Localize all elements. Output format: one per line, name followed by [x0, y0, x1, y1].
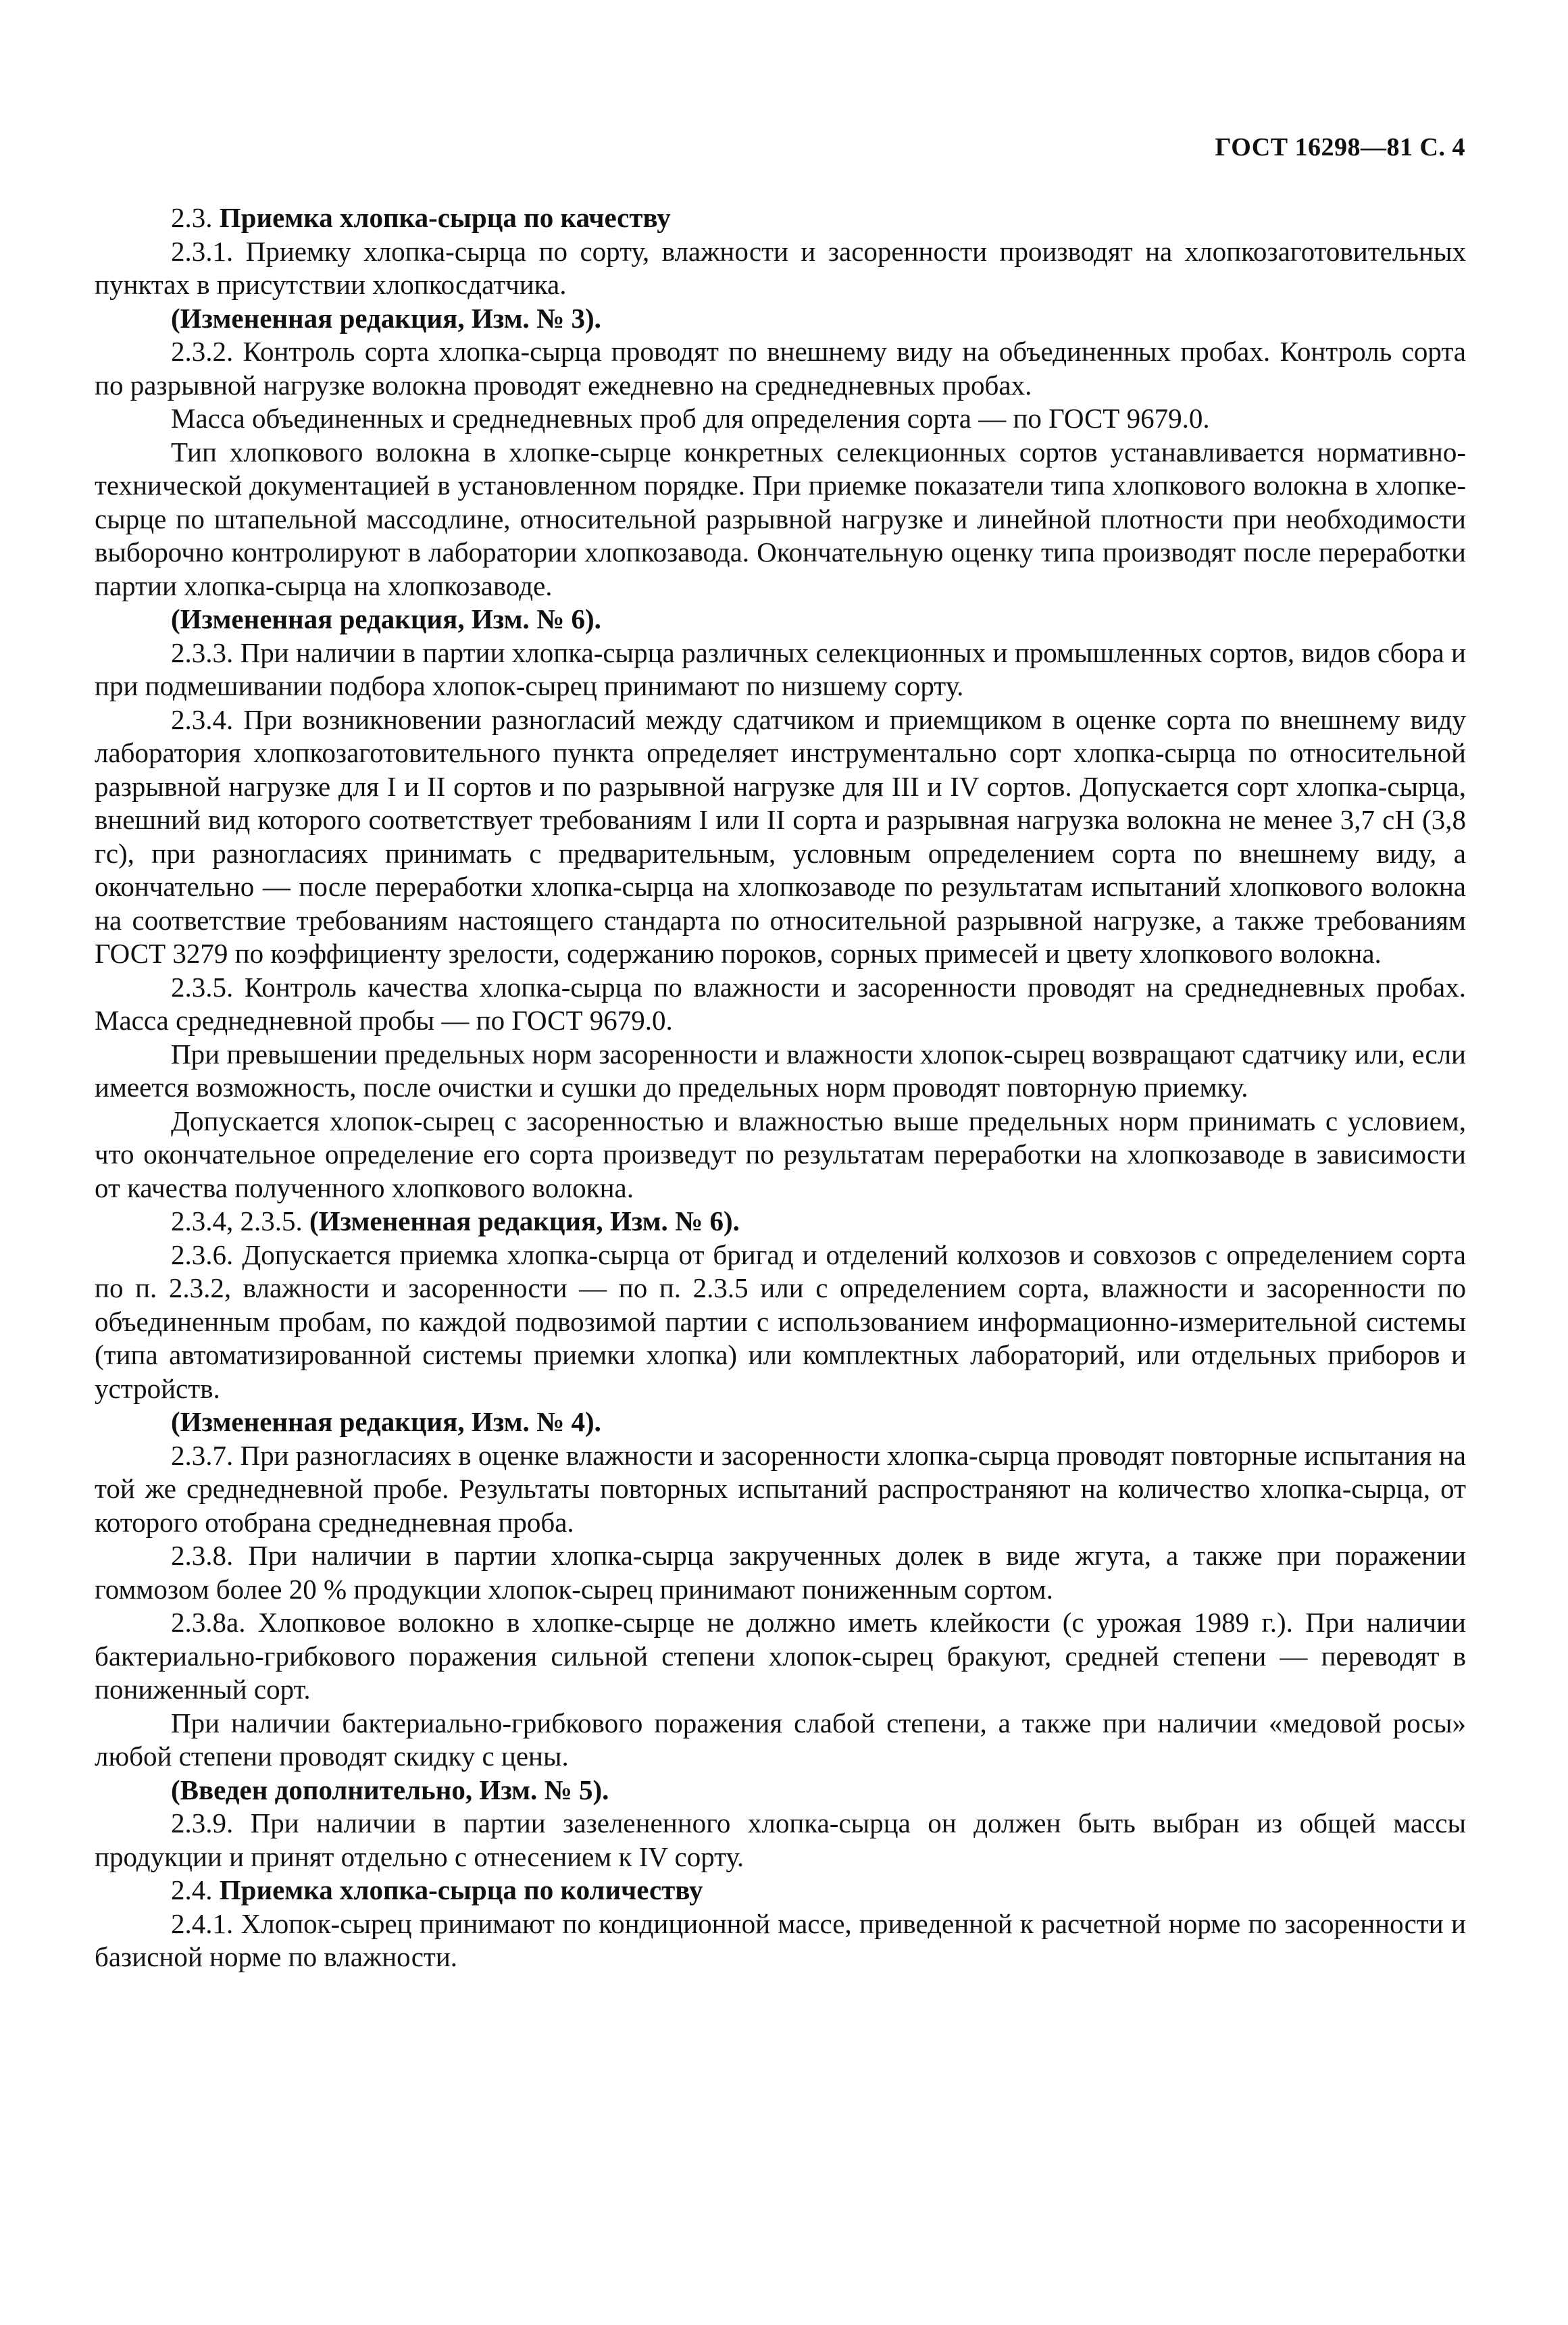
- paragraph: При наличии бактериально-грибкового поражения слабой степени, а также при наличии «медовой росы» любой степени проводят скидку с цены.: [95, 1707, 1466, 1772]
- amendment-note-mixed: 2.3.4, 2.3.5. (Измененная редакция, Изм. № 6).: [171, 1205, 740, 1236]
- paragraph: Масса объединенных и среднедневных проб для определения сорта — по ГОСТ 9679.0.: [171, 403, 1210, 434]
- document-body: [95, 201, 1466, 1974]
- section-heading-2-4: 2.4. Приемка хлопка-сырца по количеству: [171, 1874, 703, 1905]
- paragraph: 2.4.1. Хлопок-сырец принимают по кондиционной массе, приведенной к расчетной норме по засоренности и базисной норме по влажности.: [95, 1907, 1466, 1972]
- paragraph: 2.3.2. Контроль сорта хлопка-сырца проводят по внешнему виду на объединенных пробах. Контроль сорта по разрывной нагрузке волокна проводят ежедневно на среднедневных пробах.: [95, 336, 1466, 401]
- paragraph: Тип хлопкового волокна в хлопке-сырце конкретных селекционных сортов устанавливается нормативно-технической документацией в установленном порядке. При приемке показатели типа хлопкового волокна в хлопке-сырце по штапельной массодлине, относительной разрывной нагрузке и линейной плотности при необходимости выборочно контролируют в лаборатории хлопкозавода. Окончательную оценку типа производят после переработки партии хлопка-сырца на хлопкозаводе.: [95, 436, 1466, 601]
- page-header: ГОСТ 16298—81 С. 4: [1215, 133, 1465, 161]
- amendment-note: (Измененная редакция, Изм. № 3).: [171, 302, 601, 334]
- paragraph: Допускается хлопок-сырец с засоренностью и влажностью выше предельных норм принимать с условием, что окончательное определение его сорта произведут по результатам переработки на хлопкозаводе в зависимости от качества полученного хлопкового волокна.: [95, 1105, 1466, 1203]
- paragraph: 2.3.9. При наличии в партии зазелененного хлопка-сырца он должен быть выбран из общей массы продукции и принят отдельно с отнесением к IV сорту.: [95, 1807, 1466, 1872]
- paragraph: При превышении предельных норм засоренности и влажности хлопок-сырец возвращают сдатчику или, если имеется возможность, после очистки и сушки до предельных норм проводят повторную приемку.: [95, 1038, 1466, 1103]
- section-heading-2-3: 2.3. Приемка хлопка-сырца по качеству: [171, 202, 671, 233]
- amendment-note: (Введен дополнительно, Изм. № 5).: [171, 1774, 609, 1805]
- paragraph: 2.3.4. При возникновении разногласий между сдатчиком и приемщиком в оценке сорта по внешнему виду лаборатория хлопкозаготовительного пункта определяет инструментально сорт хлопка-сырца по относительной разрывной нагрузке для I и II сортов и по разрывной нагрузке для III и IV сортов. Допускается сорт хлопка-сырца, внешний вид которого соответствует требованиям I или II сорта и разрывная нагрузка волокна не менее 3,7 сН (3,8 гс), при разногласиях принимать с предварительным, условным определением сорта по внешнему виду, а окончательно — после переработки хлопка-сырца на хлопкозаводе по результатам испытаний хлопкового волокна на соответствие требованиям настоящего стандарта по относительной разрывной нагрузке, а также требованиям ГОСТ 3279 по коэффициенту зрелости, содержанию пороков, сорных примесей и цвету хлопкового волокна.: [95, 703, 1466, 969]
- paragraph: 2.3.3. При наличии в партии хлопка-сырца различных селекционных и промышленных сортов, видов сбора и при подмешивании подбора хлопок-сырец принимают по низшему сорту.: [95, 636, 1466, 701]
- paragraph: 2.3.8а. Хлопковое волокно в хлопке-сырце не должно иметь клейкости (с урожая 1989 г.). При наличии бактериально-грибкового поражения сильной степени хлопок-сырец бракуют, средней степени — переводят в пониженный сорт.: [95, 1607, 1466, 1705]
- paragraph: 2.3.7. При разногласиях в оценке влажности и засоренности хлопка-сырца проводят повторные испытания на той же среднедневной пробе. Результаты повторных испытаний распространяют на количество хлопка-сырца, от которого отобрана среднедневная проба.: [95, 1439, 1466, 1538]
- amendment-note: (Измененная редакция, Изм. № 6).: [171, 603, 601, 634]
- paragraph: 2.3.5. Контроль качества хлопка-сырца по влажности и засоренности проводят на среднедневных пробах. Масса среднедневной пробы — по ГОСТ 9679.0.: [95, 971, 1466, 1036]
- paragraph: 2.3.1. Приемку хлопка-сырца по сорту, влажности и засоренности производят на хлопкозаготовительных пунктах в присутствии хлопкосдатчика.: [95, 235, 1466, 300]
- paragraph: 2.3.6. Допускается приемка хлопка-сырца от бригад и отделений колхозов и совхозов с определением сорта по п. 2.3.2, влажности и засоренности — по п. 2.3.5 или с определением сорта, влажности и засоренности по объединенным пробам, по каждой подвозимой партии с использованием информационно-измерительной системы (типа автоматизированной системы приемки хлопка) или комплектных лабораторий, или отдельных приборов и устройств.: [95, 1239, 1466, 1404]
- paragraph: 2.3.8. При наличии в партии хлопка-сырца закрученных долек в виде жгута, а также при поражении гоммозом более 20 % продукции хлопок-сырец принимают пониженным сортом.: [95, 1540, 1466, 1605]
- amendment-note: (Измененная редакция, Изм. № 4).: [171, 1406, 601, 1437]
